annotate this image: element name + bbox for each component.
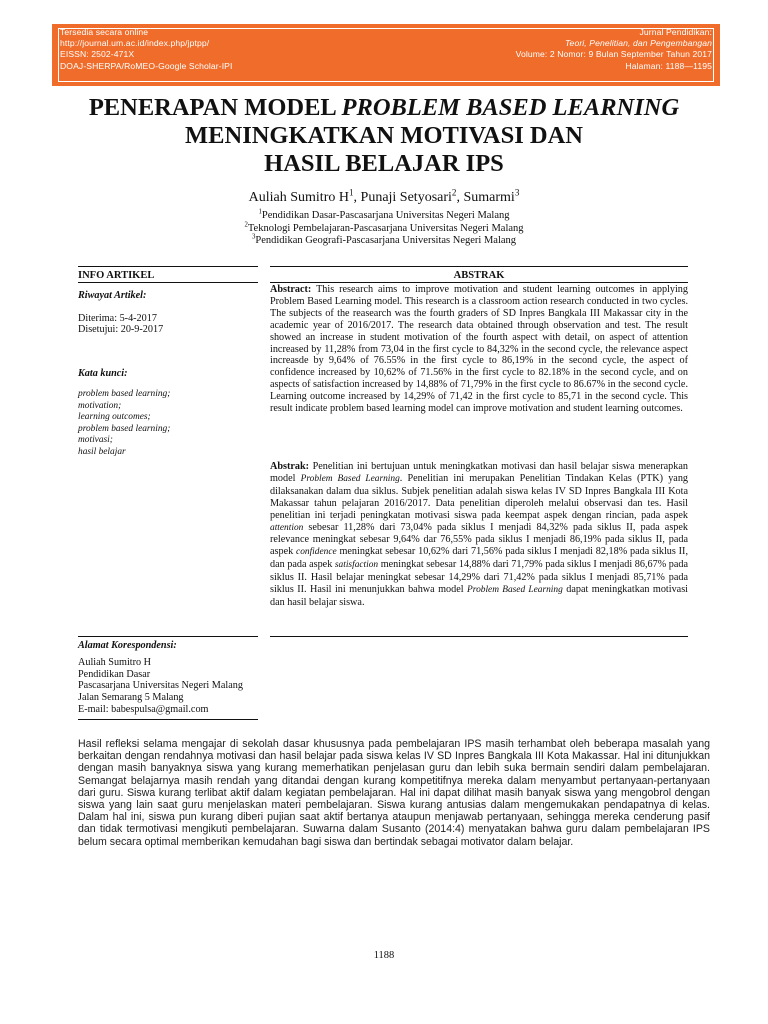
- journal-url[interactable]: http://journal.um.ac.id/index.php/jptpp/: [60, 38, 210, 49]
- eissn-line: EISSN: 2502-471X: [60, 49, 135, 60]
- affiliation-1: [0, 210, 768, 223]
- volume-line: Volume: 2 Nomor: 9 Bulan September Tahun 2017: [515, 49, 712, 60]
- abstract-header-rule: [270, 282, 688, 283]
- correspondence-dept: Pendidikan Dasar: [78, 668, 151, 680]
- article-history: [78, 290, 258, 335]
- keywords-label: Kata kunci:: [78, 368, 128, 379]
- author-2: , Punaji Setyosari: [353, 190, 452, 205]
- abstract-id-text: meningkat sebesar 10,62% dari 71,56% pada siklus I menjadi 82,18% pada siklus II, dan pada aspek: [270, 546, 688, 571]
- title-line2: MENINGKATKAN MOTIVASI DAN: [185, 122, 583, 149]
- correspondence-block: [78, 640, 268, 716]
- info-top-rule: [78, 266, 258, 267]
- abstract-id-italic: satisfaction: [334, 560, 379, 571]
- journal-name: Jurnal Pendidikan:: [639, 27, 712, 37]
- abstract-id-text: meningkat sebesar 14,88% dari 71,79% pada siklus I menjadi 86,67% pada siklus II. Hasil belajar meningkat sebesar 14,29% dari 71,42% pada siklus I menjadi 85,71% pada siklus II. Hasil ini menunjukkan bahwa model: [270, 559, 689, 596]
- page-number: 1188: [373, 950, 395, 961]
- title-line1-italic: PROBLEM BASED LEARNING: [341, 94, 680, 121]
- availability-line: Tersedia secara online: [60, 27, 149, 37]
- author-3: , Sumarmi: [456, 190, 515, 205]
- affiliation-3: [0, 235, 768, 248]
- pages-line: Halaman: 1188—1195: [625, 60, 712, 71]
- affiliation-1-text: Pendidikan Dasar-Pascasarjana Universitas Negeri Malang: [261, 210, 510, 221]
- abstract-bottom-rule: [270, 636, 688, 637]
- correspondence-email[interactable]: E-mail: babespulsa@gmail.com: [78, 703, 209, 715]
- abstract-english: [270, 284, 688, 415]
- title-line1-prefix: PENERAPAN MODEL: [88, 94, 342, 121]
- correspondence-label: Alamat Korespondensi:: [78, 640, 177, 651]
- indexing-line: DOAJ-SHERPA/RoMEO-Google Scholar-IPI: [60, 60, 233, 71]
- keyword-item: problem based learning;: [78, 423, 171, 434]
- journal-header-bar: [52, 24, 720, 86]
- info-artikel-heading: INFO ARTIKEL: [78, 270, 155, 281]
- keyword-item: hasil belajar: [78, 446, 126, 457]
- abstract-en-text: This research aims to improve motivation and student learning outcomes in applying Problem Based Learning model. This research is a classroom action research conducted in two cycles. The subjects of the reasearch was the fourth graders of SD Inpres Bangkala III Makassar city in the academic year of 2016/2017. The research data obtained through observation and test. The result showed an increase in student motivation of the fourth aspect with detail, on aspect of attention increased by 11,28% from 73,04 in the first cycle to 84,32% in the second cycle, the relevance aspect increasde by 9,64% of 76.55% in the first cycle to 86,19% in the second cycle, the aspect of confidence increased by 10,62% of 71.56% in the first cycle to 82.18% in the second cycle, and on aspects of satisfaction increased by 14,88% of 71,79% in the first cycle to 86.67% in the second cycle. Learning outcome increased by 14,29% of 71,42 in the first cycle to 85,71 in the second cycle. This result indicate problem based learning model can improve motivation and student learning outcomes.: [270, 284, 688, 415]
- accepted-date: Disetujui: 20-9-2017: [78, 324, 164, 335]
- correspondence-institution: Pascasarjana Universitas Negeri Malang: [78, 680, 243, 692]
- affiliations: [0, 210, 768, 248]
- author-1: Auliah Sumitro H: [248, 190, 349, 205]
- affiliation-3-text: Pendidikan Geografi-Pascasarjana Universitas Negeri Malang: [255, 235, 517, 247]
- author-1-sup: 1: [348, 187, 354, 198]
- journal-availability-info: [60, 27, 233, 72]
- abstract-indonesian: [270, 461, 688, 609]
- abstract-en-label: Abstract:: [270, 284, 312, 295]
- author-3-sup: 3: [514, 187, 520, 198]
- correspondence-name: Auliah Sumitro H: [78, 656, 152, 668]
- author-list: [0, 187, 768, 206]
- abstract-id-text: . Penelitian ini merupakan Penelitian Tindakan Kelas (PTK) yang dilaksanakan dalam dua siklus. Subjek penelitian adalah siswa kelas IV SD Inpres Bangkala III Kota Makassar tahun pelajaran 2016/2017. Data penelitian diperoleh melalui observasi dan tes. Hasil penelitian ini terjadi peningkatan motivasi siswa pada keempat aspek dengan rincian, pada aspek: [270, 472, 689, 521]
- abstract-id-label: Abstrak:: [270, 461, 310, 472]
- affiliation-2-text: Teknologi Pembelajaran-Pascasarjana Universitas Negeri Malang: [247, 222, 524, 234]
- paper-title: [40, 94, 728, 178]
- affiliation-1-sup: 1: [258, 208, 262, 216]
- keyword-item: problem based learning;: [78, 389, 171, 399]
- abstract-id-text: Penelitian ini bertujuan untuk meningkatkan motivasi dan hasil belajar siswa menerapkan model: [270, 461, 688, 484]
- journal-subtitle: Teori, Penelitian, dan Pengembangan: [565, 38, 712, 49]
- abstract-id-italic: Problem Based Learning: [300, 473, 400, 484]
- keyword-item: motivation;: [78, 400, 122, 411]
- journal-issue-info: [516, 27, 712, 72]
- affiliation-2: [0, 223, 768, 236]
- abstrak-heading: ABSTRAK: [453, 270, 505, 281]
- correspondence-address: Jalan Semarang 5 Malang: [78, 692, 184, 704]
- abstract-top-rule: [270, 266, 688, 267]
- info-header-rule: [78, 282, 258, 283]
- abstract-id-italic: Problem Based Learning: [467, 585, 563, 596]
- abstract-id-text: sebesar 11,28% dari 73,04% pada siklus I menjadi 84,32% pada siklus II, pada aspek relevance meningkat sebesar 9,64% dar 76,55% pada siklus I menjadi 86,19% pada siklus II, pada aspek: [270, 521, 688, 558]
- keyword-item: learning outcomes;: [78, 412, 151, 423]
- correspondence-top-rule: [78, 636, 258, 637]
- author-2-sup: 2: [451, 187, 457, 198]
- history-label: Riwayat Artikel:: [78, 290, 147, 301]
- title-line3: HASIL BELAJAR IPS: [264, 150, 504, 177]
- body-paragraph: Hasil refleksi selama mengajar di sekolah dasar khususnya pada pembelajaran IPS masih terhambat oleh beberapa masalah yang berkaitan dengan rendahnya motivasi dan hasil belajar pada siswa kelas IV SD Inpres Bangkala III Kota Makassar. Hal ini ditunjukkan dengan masih banyaknya siswa yang kurang memerhatikan penjelasan guru dan lebih suka bermain sendiri dalam pembelajaran. Semangat belajarnya masih rendah yang ditandai dengan kurang kompetitifnya mereka dalam menyambut pertanyaan-pertanyaan dari guru. Siswa kurang terlibat aktif dalam kegiatan pembelajaran. Hal ini dapat dilihat masih banyak siswa yang mengobrol dengan siswa yang lain saat guru menjelaskan materi pembelajaran. Siswa kurang antusias dalam mengemukakan pendapatnya di kelas. Dalam hal ini, siswa pun kurang diberi pujian saat aktif bertanya ataupun menjawab pertanyaan, sehingga mereka cenderung pasif dan tidak termotivasi mengikuti pembelajaran. Suwarna dalam Susanto (2014:4) menyatakan bahwa guru dalam pembelajaran IPS belum secara optimal memberikan kemudahan bagi siswa dan bertindak sebagai motivator dalam belajar.: [78, 738, 710, 848]
- abstract-id-text: dapat meningkatkan motivasi dan hasil belajar siswa.: [270, 584, 688, 608]
- received-date: Diterima: 5-4-2017: [78, 313, 157, 324]
- affiliation-2-sup: 2: [244, 221, 248, 229]
- keyword-item: motivasi;: [78, 435, 113, 446]
- correspondence-bottom-rule: [78, 719, 258, 720]
- abstract-id-italic: attention: [270, 522, 304, 533]
- affiliation-3-sup: 3: [251, 233, 256, 241]
- abstract-id-italic: confidence: [296, 547, 337, 558]
- keywords-block: [78, 368, 258, 459]
